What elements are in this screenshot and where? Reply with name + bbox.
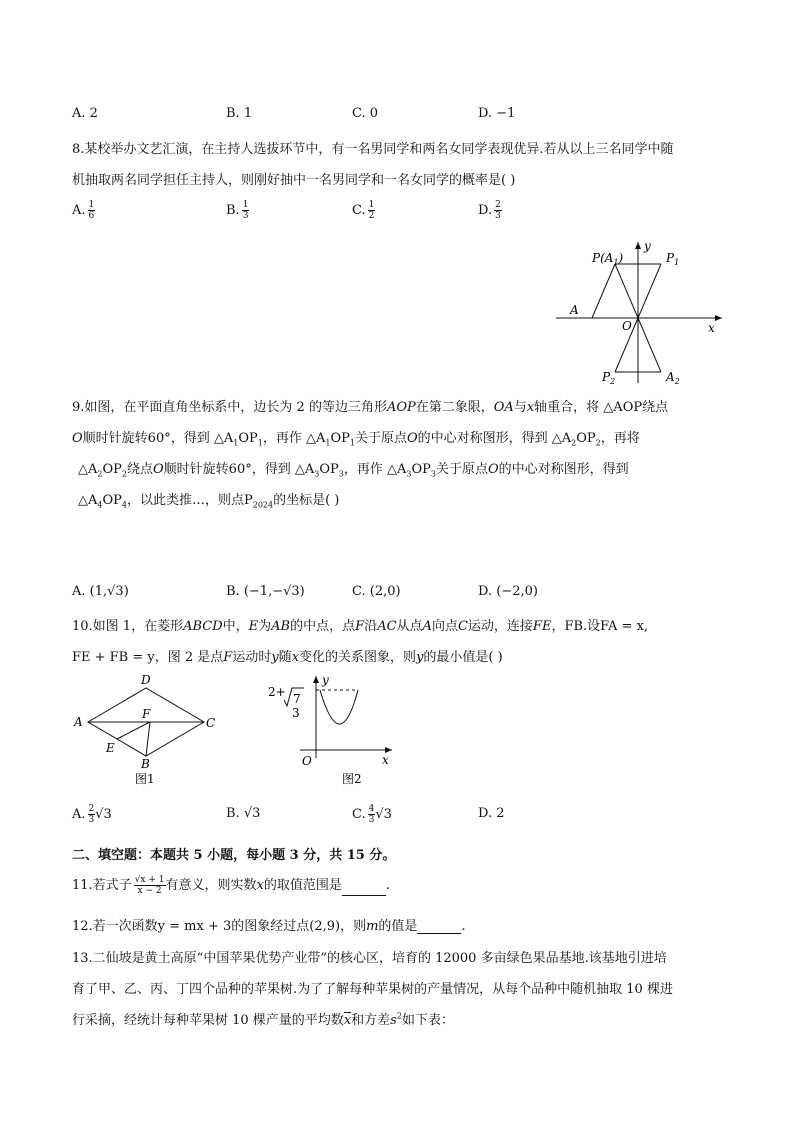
q9-stem-line3: $\triangle A_2OP_2$绕点O顺时针旋转60°，得到 $\triangle A_3OP_3$，再作 $\triangle A_3OP_3$关于原点O的中心对称图形，得到 — [78, 462, 629, 479]
q8-stem-line1: 8.某校举办文艺汇演，在主持人选拔环节中，有一名男同学和两名女同学表现优异.若从以上三名同学中随 — [72, 142, 674, 157]
label-c: C — [206, 716, 216, 730]
q12-answer-blank[interactable] — [417, 921, 461, 934]
q10-option-a: A. $\frac{2}{3}$ √3 — [72, 804, 112, 825]
label-origin: O — [622, 319, 632, 333]
q9-stem-line1: 9.如图，在平面直角坐标系中，边长为 2 的等边三角形AOP在第二象限，OA与x轴重合，将 △AOP绕点 — [72, 400, 669, 415]
q9-option-c: C. (2,0) — [352, 584, 401, 599]
q8-option-d: D. $\frac{2}{3}$ — [478, 200, 501, 221]
q9-option-d: D. (−2,0) — [478, 584, 538, 599]
label-origin: O — [302, 754, 312, 768]
label-ymax-radicand: 7 — [293, 692, 301, 706]
q8-option-c: C. $\frac{1}{2}$ — [352, 200, 375, 221]
figure-2-caption: 图2 — [342, 772, 362, 786]
label-p1: $P_1$ — [666, 251, 680, 267]
q9-stem-line2: O顺时针旋转60°，得到 $\triangle A_1OP_1$，再作 $\triangle A_1OP_1$关于原点O的中心对称图形，得到 $\triangle A_2OP_2$，再将 — [72, 431, 640, 448]
q10-figure-2-graph — [260, 672, 400, 790]
label-f: F — [142, 707, 151, 721]
q10-figure-1-rhombus — [70, 672, 220, 790]
q13-stem-line2: 育了甲、乙、丙、丁四个品种的苹果树.为了了解每种苹果树的产量情况，从每个品种中随机抽取 10 棵进 — [72, 982, 673, 997]
label-a2: $A_2$ — [666, 370, 680, 386]
q11-answer-blank[interactable] — [342, 883, 386, 896]
figure-1-caption: 图1 — [135, 772, 155, 786]
label-d: D — [141, 673, 151, 687]
q7-option-b: B. 1 — [226, 106, 253, 121]
label-y-axis: y — [644, 239, 651, 253]
q9-option-a: A. (1,√3) — [72, 584, 129, 599]
q9-option-b: B. (−1,−√3) — [226, 584, 305, 599]
q11-stem: 11.若式子 $\frac{√x + 1}{x - 2}$ 有意义，则实数x的取值范围是 . — [72, 875, 391, 896]
q10-stem-line2: FE + FB = y，图 2 是点F运动时y随x变化的关系图象，则y的最小值是( ) — [72, 650, 503, 665]
label-e: E — [106, 741, 115, 755]
q7-option-c: C. 0 — [352, 106, 379, 121]
q9-coordinate-figure — [550, 238, 730, 386]
label-a: A — [74, 715, 83, 729]
q10-option-d: D. 2 — [478, 806, 505, 821]
label-y-axis: y — [322, 673, 329, 687]
q10-option-b: B. √3 — [226, 806, 261, 821]
label-p-a1: $P(A_1)$ — [592, 251, 624, 267]
q12-stem: 12.若一次函数y = mx + 3的图象经过点(2,9)，则m的值是 . — [72, 919, 466, 934]
section-2-heading: 二、填空题：本题共 5 小题，每小题 3 分，共 15 分。 — [72, 848, 396, 863]
q13-stem-line1: 13.二仙坡是黄土高原“中国苹果优势产业带”的核心区，培育的 12000 多亩绿色果品基地.该基地引进培 — [72, 951, 667, 966]
label-ymax-prefix: 2+ — [268, 685, 286, 699]
q9-stem-line4: $\triangle A_4OP_4$，以此类推…，则点$P_{2024}$的坐标是( ) — [78, 493, 340, 510]
q7-option-d: D. −1 — [478, 106, 516, 121]
label-b: B — [141, 757, 150, 771]
label-p2: $P_2$ — [602, 370, 616, 386]
q13-stem-line3: 行采摘，经统计每种苹果树 10 棵产量的平均数$\overline{x}$和方差$s^2$如下表： — [72, 1011, 454, 1028]
q8-option-b: B. $\frac{1}{3}$ — [226, 200, 249, 221]
q10-option-c: C. $\frac{4}{3}$ √3 — [352, 804, 392, 825]
q10-stem-line1: 10.如图 1，在菱形ABCD中，E为AB的中点，点F沿AC从点A向点C运动，连接FE，FB.设FA = x, — [72, 619, 649, 634]
label-x-axis: x — [708, 321, 715, 335]
q8-stem-line2: 机抽取两名同学担任主持人，则刚好抽中一名男同学和一名女同学的概率是( ) — [72, 173, 516, 188]
label-a: A — [570, 303, 579, 317]
label-three: 3 — [292, 706, 300, 720]
q8-option-a: A. $\frac{1}{6}$ — [72, 200, 95, 221]
q7-option-a: A. 2 — [72, 106, 98, 121]
label-x-axis: x — [382, 753, 389, 767]
